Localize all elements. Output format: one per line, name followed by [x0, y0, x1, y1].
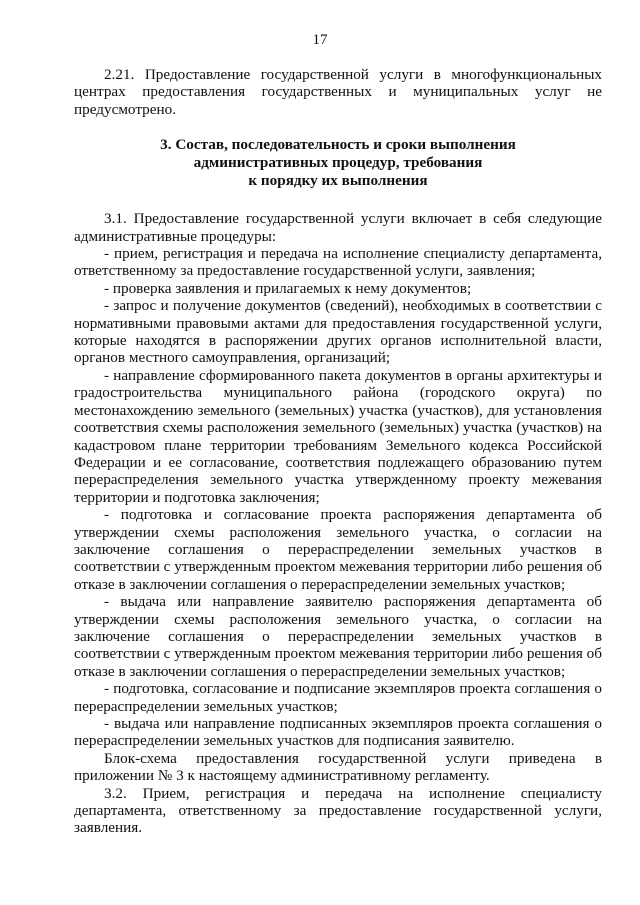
page-number: 17	[312, 32, 328, 48]
section-3-title-line-3: к порядку их выполнения	[248, 172, 428, 190]
paragraph-3-2: 3.2. Прием, регистрация и передача на исполнение специалисту департамента, ответственному за предоставление государственной услуги, заявления.	[74, 784, 602, 837]
procedure-item: - прием, регистрация и передача на исполнение специалисту департамента, ответственному за предоставление государственной услуги, заявления;	[74, 245, 602, 280]
procedure-item: - подготовка, согласование и подписание экземпляров проекта соглашения о перераспределении земельных участков;	[74, 680, 602, 715]
procedure-item: - запрос и получение документов (сведений), необходимых в соответствии с нормативными правовыми актами для предоставления государственной услуги, которые находятся в распоряжении других органов исполнительной власти, органов местного самоуправления, организаций;	[74, 297, 602, 367]
section-3-title-line-1: 3. Состав, последовательность и сроки выполнения	[160, 136, 516, 154]
paragraph-2-21: 2.21. Предоставление государственной услуги в многофункциональных центрах предоставления государственных и муниципальных услуг не предусмотрено.	[74, 66, 602, 118]
section-3-title	[74, 136, 602, 190]
procedure-item: - направление сформированного пакета документов в органы архитектуры и градостроительства муниципального района (городского округа) по местонахождению земельного (земельных) участка (участков), для установления соответствия схемы расположения земельного (земельных) участка (участков) на кадастровом плане территории требованиям Земельного кодекса Российской Федерации и ее согласование, соответствия подлежащего образованию путем перераспределения земельного участка утвержденному проекту межевания территории и подготовка заключения;	[74, 366, 602, 506]
document-body	[74, 66, 602, 837]
procedure-item: - выдача или направление заявителю распоряжения департамента об утверждении схемы расположения земельного участка, о согласии на заключение соглашения о перераспределении земельных участков в соответствии с утвержденным проектом межевания территории либо решения об отказе в заключении соглашения о перераспределении земельных участков;	[74, 593, 602, 680]
section-3-title-line-2: административных процедур, требования	[193, 154, 483, 172]
procedure-item: - подготовка и согласование проекта распоряжения департамента об утверждении схемы расположения земельного участка, о согласии на заключение соглашения о перераспределении земельных участков в соответствии с утвержденным проектом межевания территории либо решения об отказе в заключении соглашения о перераспределении земельных участков;	[74, 506, 602, 593]
block-scheme-note: Блок-схема предоставления государственной услуги приведена в приложении № 3 к настоящему административному регламенту.	[74, 749, 602, 785]
paragraph-3-1-intro: 3.1. Предоставление государственной услуги включает в себя следующие административные процедуры:	[74, 210, 602, 245]
procedure-item: - выдача или направление подписанных экземпляров проекта соглашения о перераспределении земельных участков для подписания заявителю.	[74, 715, 602, 750]
procedure-item: - проверка заявления и прилагаемых к нему документов;	[104, 279, 472, 297]
